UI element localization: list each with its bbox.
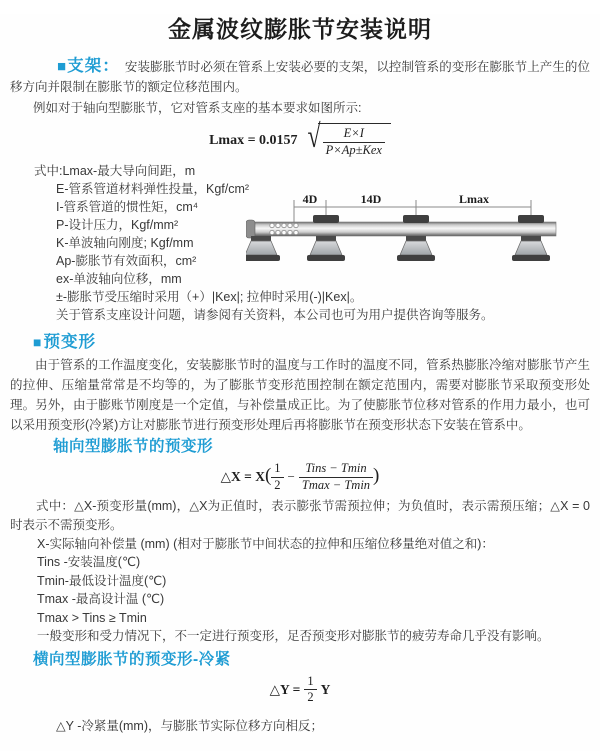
support-paragraph xyxy=(10,57,590,97)
formula-lhs: Lmax = 0.0157 xyxy=(209,133,298,149)
lmax-formula xyxy=(10,119,590,158)
support-example-text: 例如对于轴向型膨胀节，它对管系支座的基本要求如图所示: xyxy=(33,101,362,115)
axial-def-tins: Tins -安装温度(℃) xyxy=(37,555,141,569)
open-paren: ( xyxy=(264,465,272,487)
support-def-pm: ±-膨胀节受压缩时采用（+）|Kex|; 拉伸时采用(-)|Kex|。 xyxy=(56,290,363,305)
support-where-line: 式中:Lmax-最大导向间距，m xyxy=(34,164,196,179)
support-def-e: E-管系管道材料弹性投量，Kgf/cm² xyxy=(56,182,250,197)
formula-lhs: △Y = xyxy=(269,681,301,697)
support-section-heading: 支架： xyxy=(67,57,120,75)
square-bullet-icon: ■ xyxy=(57,58,67,75)
half-fraction: $\frac{1}{2}$ xyxy=(304,674,316,706)
minus-operator: − xyxy=(287,469,295,485)
support-def-k: K-单波轴向刚度; Kgf/mm xyxy=(56,236,194,251)
page-title: 金属波纹膨胀节安装说明 xyxy=(168,16,432,42)
pipe-support-diagram xyxy=(246,192,594,288)
support-note: 关于管系支座设计问题，请参阅有关资料，本公司也可为用户提供咨询等服务。 xyxy=(56,308,494,323)
axial-def-x: X-实际轴向补偿量 (mm) (相对于膨胀节中间状态的拉伸和压缩位移量绝对值之和)： xyxy=(37,536,494,551)
formula-lhs: △X = X xyxy=(220,469,265,485)
lateral-note: △Y -冷紧量(mm)，与膨胀节实际位移方向相反； xyxy=(56,718,324,733)
pipe-support-1 xyxy=(246,236,280,261)
square-bullet-icon: ■ xyxy=(33,334,43,351)
radical-sign: √ xyxy=(307,119,321,156)
dimension-label-lmax: Lmax xyxy=(459,192,489,207)
support-def-ex: ex-单波轴向位移，mm xyxy=(56,272,182,287)
axial-def-tmax: Tmax -最高设计温 (℃) xyxy=(37,592,165,606)
radicand xyxy=(318,123,391,158)
dimension-label-14d: 14D xyxy=(360,192,382,207)
axial-note: 一般变形和受力情况下，不一定进行预变形，足否预变形对膨胀节的疲劳寿命几乎没有影响。 xyxy=(37,629,550,643)
support-def-p: P-设计压力，Kgf/mm² xyxy=(56,218,179,233)
predeform-body: 由于管系的工作温度变化，安装膨胀节时的温度与工作时的温度不同，管系热膨胀冷缩对膨胀节产生的拉伸、压缩量常常是不均等的，为了膨胀节变形范围控制在额定范围内，需要对膨胀节采取预变形处理。另外，由于膨账节刚度是一个定值，与补偿量成正比。为了使膨胀节位移对管系的作用力最小，也可以采用预变形(冷紧)方让对膨胀节进行预变形处理后再将膨胀节在预变形状态下安装在管系中。 xyxy=(10,358,590,433)
temperature-fraction: $\frac{\text{Tins − Tmin}}{Tmax - Tmin}$ xyxy=(299,461,373,493)
axial-def-tmin: Tmin-最低设计温度(℃) xyxy=(37,573,167,588)
axial-formula xyxy=(10,461,590,493)
support-def-ap: Ap-膨胀节有效面积，cm² xyxy=(56,254,197,269)
formula-denominator: P×Ap±Kex xyxy=(323,142,385,159)
axial-where: 式中：△X-预变形量(mm)，△X为正值时，表示膨张节需预拉伸；为负值时，表示需预压缩；△X = 0时表示不需预变形。 xyxy=(10,498,590,532)
lateral-formula xyxy=(10,674,590,706)
axial-def-relation: Tmax > Tins ≥ Tmin xyxy=(37,610,147,625)
lateral-predeform-heading: 横向型膨胀节的预变形-冷紧 xyxy=(33,650,231,668)
support-definitions xyxy=(10,162,590,324)
predeform-section-heading xyxy=(33,332,590,352)
formula-numerator: E×I xyxy=(343,126,364,140)
formula-rhs: Y xyxy=(320,681,331,697)
document-page xyxy=(0,14,600,751)
close-paren: ) xyxy=(373,465,380,487)
support-intro-text: 安装膨胀节时必须在管系上安装必要的支架，以控制管系的变形在膨胀节上产生的位移方向并限制在膨胀节的额定位移范围内。 xyxy=(10,60,591,94)
predeform-heading-label: 预变形 xyxy=(43,333,96,352)
pipe-end-cap xyxy=(246,220,255,238)
support-def-i: I-管系管道的惯性矩，cm⁴ xyxy=(56,200,199,215)
half-fraction: $\frac{1}{2}$ xyxy=(271,461,283,493)
dimension-label-4d: 4D xyxy=(302,192,318,207)
axial-predeform-heading: 轴向型膨胀节的预变形 xyxy=(53,438,214,456)
